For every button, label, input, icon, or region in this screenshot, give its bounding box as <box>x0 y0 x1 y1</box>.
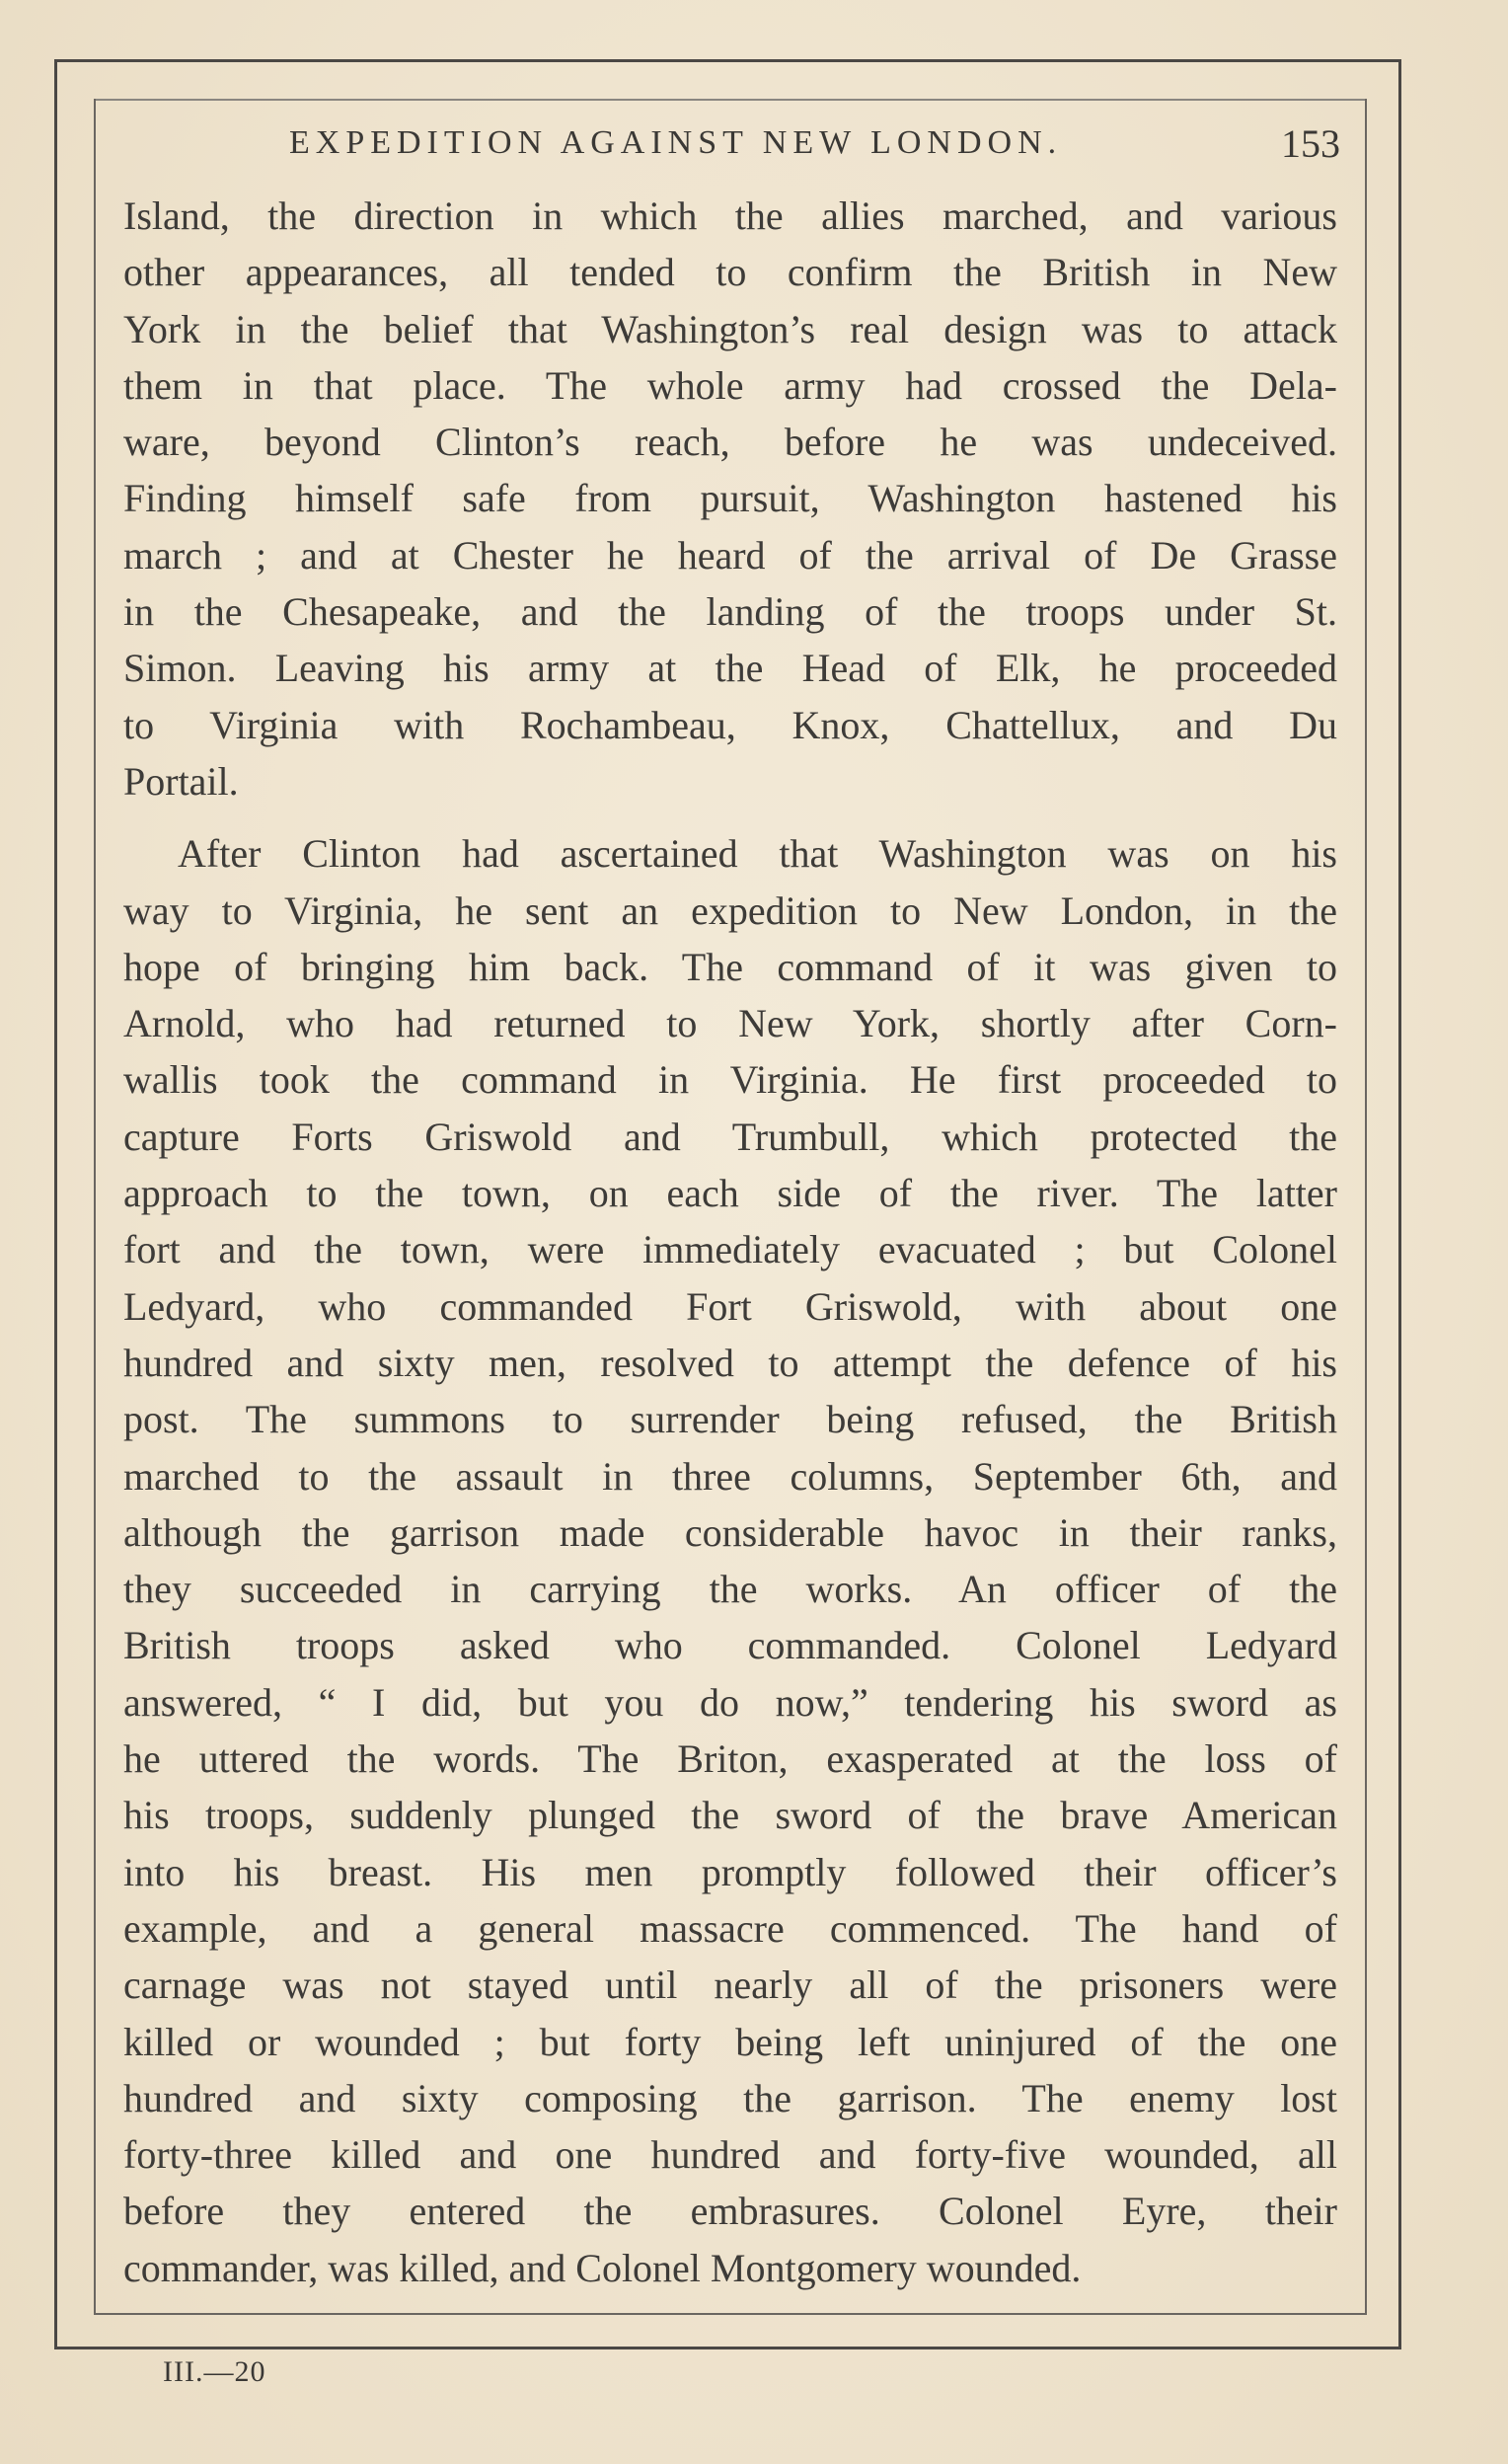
text-line: Ledyard, who commanded Fort Griswold, with about one <box>123 1283 1337 1329</box>
text-line: hundred and sixty men, resolved to attempt the defence of his <box>123 1340 1337 1385</box>
text-line: ware, beyond Clinton’s reach, before he was undeceived. <box>123 420 1337 465</box>
text-line: they succeeded in carrying the works. An officer of the <box>123 1567 1337 1612</box>
outer-frame-bottom-rule <box>54 2347 1401 2349</box>
page-number: 153 <box>1281 121 1340 166</box>
text-line: his troops, suddenly plunged the sword of the brave American <box>123 1793 1337 1838</box>
text-line: York in the belief that Washington’s real design was to attack <box>123 306 1337 351</box>
text-line: although the garrison made considerable havoc in their ranks, <box>123 1509 1337 1555</box>
text-line: marched to the assault in three columns, September 6th, and <box>123 1453 1337 1499</box>
text-line: commander, was killed, and Colonel Montgomery wounded. <box>123 2245 1082 2290</box>
text-line: Arnold, who had returned to New York, shortly after Corn- <box>123 1001 1337 1046</box>
paragraph <box>123 825 1337 2296</box>
text-line: Portail. <box>123 758 239 804</box>
inner-frame-bottom-rule <box>94 2313 1367 2315</box>
text-line: answered, “ I did, but you do now,” tendering his sword as <box>123 1679 1337 1725</box>
text-line: killed or wounded ; but forty being left uninjured of the one <box>123 2019 1337 2064</box>
paragraph-gap <box>123 809 1337 825</box>
inner-frame-top-rule <box>94 99 1367 101</box>
inner-frame-right-rule <box>1365 99 1367 2315</box>
text-line: march ; and at Chester he heard of the arrival of De Grasse <box>123 532 1337 578</box>
text-line: other appearances, all tended to confirm the British in New <box>123 250 1337 295</box>
text-line: approach to the town, on each side of the river. The latter <box>123 1171 1337 1216</box>
paragraph <box>123 188 1337 809</box>
outer-frame-left-rule <box>54 59 57 2349</box>
signature-mark: III.—20 <box>163 2355 266 2388</box>
text-line: carnage was not stayed until nearly all of the prisoners were <box>123 1963 1337 2008</box>
text-line: fort and the town, were immediately evacuated ; but Colonel <box>123 1227 1337 1272</box>
text-line: Simon. Leaving his army at the Head of Elk, he proceeded <box>123 646 1337 691</box>
inner-frame-left-rule <box>94 99 96 2315</box>
text-line: After Clinton had ascertained that Washington was on his <box>178 831 1337 877</box>
text-line: example, and a general massacre commenced. The hand of <box>123 1905 1337 1951</box>
text-line: capture Forts Griswold and Trumbull, which protected the <box>123 1114 1337 1159</box>
text-line: post. The summons to surrender being refused, the British <box>123 1397 1337 1442</box>
running-title: EXPEDITION AGAINST NEW LONDON. <box>289 124 1063 161</box>
outer-frame-top-rule <box>54 59 1401 62</box>
text-line: Finding himself safe from pursuit, Washington hastened his <box>123 476 1337 521</box>
running-head <box>123 120 1342 170</box>
text-line: hundred and sixty composing the garrison. The enemy lost <box>123 2075 1337 2120</box>
text-line: them in that place. The whole army had crossed the Dela- <box>123 362 1337 408</box>
text-line: he uttered the words. The Briton, exasperated at the loss of <box>123 1736 1337 1782</box>
text-line: before they entered the embrasures. Colonel Eyre, their <box>123 2189 1337 2234</box>
text-line: Island, the direction in which the allies marched, and various <box>123 193 1337 238</box>
text-line: hope of bringing him back. The command of it was given to <box>123 944 1337 989</box>
text-line: into his breast. His men promptly followed their officer’s <box>123 1849 1337 1894</box>
text-line: wallis took the command in Virginia. He first proceeded to <box>123 1057 1337 1103</box>
text-line: in the Chesapeake, and the landing of the troops under St. <box>123 589 1337 635</box>
text-line: forty-three killed and one hundred and forty-five wounded, all <box>123 2132 1337 2178</box>
outer-frame-right-rule <box>1398 59 1401 2349</box>
text-line: to Virginia with Rochambeau, Knox, Chattellux, and Du <box>123 702 1337 747</box>
body-text <box>123 188 1337 2296</box>
text-line: way to Virginia, he sent an expedition to New London, in the <box>123 887 1337 933</box>
text-line: British troops asked who commanded. Colonel Ledyard <box>123 1623 1337 1668</box>
